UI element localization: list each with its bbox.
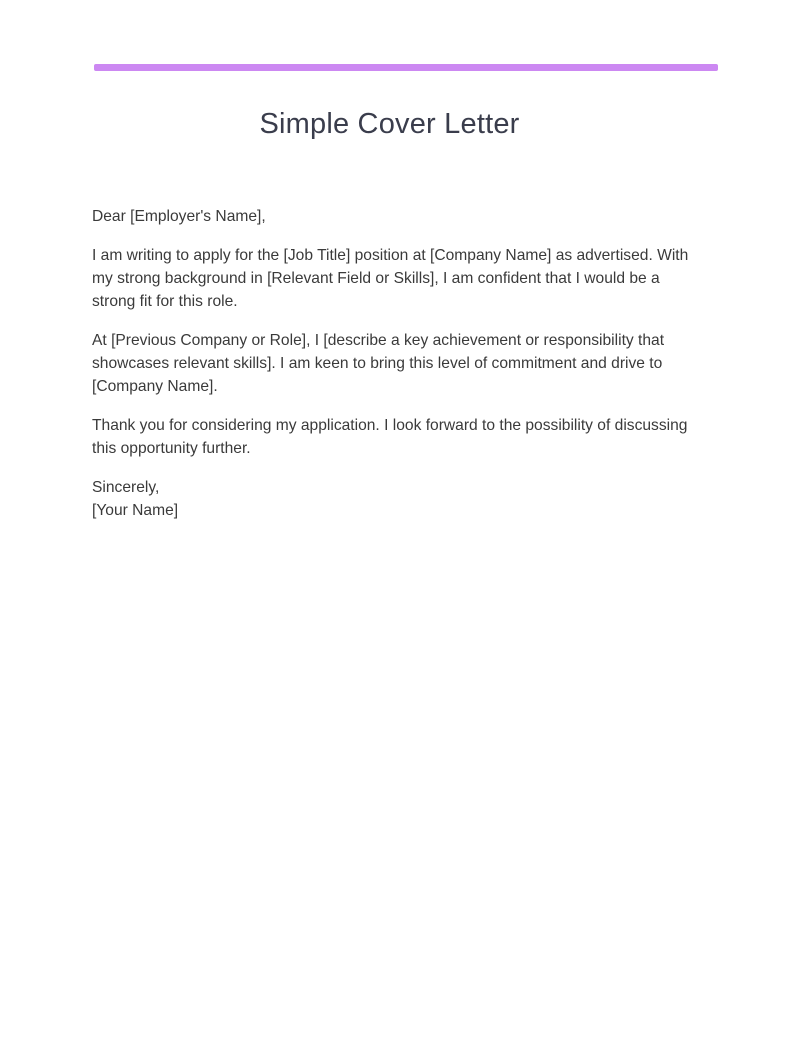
accent-bar [94, 64, 718, 71]
page-title: Simple Cover Letter [259, 108, 520, 140]
signoff [92, 476, 692, 522]
closing: Sincerely, [92, 479, 160, 496]
paragraph-intro: I am writing to apply for the [Job Title] position at [Company Name] as advertised. With my strong background in [Relevant Field or Skills], I am confident that I would be a strong fit for this role. [92, 247, 689, 310]
paragraph-experience: At [Previous Company or Role], I [describe a key achievement or responsibility that showcases relevant skills]. I am keen to bring this level of commitment and drive to [Company Name]. [92, 332, 665, 395]
signature: [Your Name] [92, 502, 179, 519]
letter-body [92, 205, 692, 538]
paragraph-thanks: Thank you for considering my application. I look forward to the possibility of discussing this opportunity further. [92, 417, 688, 457]
salutation: Dear [Employer's Name], [92, 208, 266, 225]
